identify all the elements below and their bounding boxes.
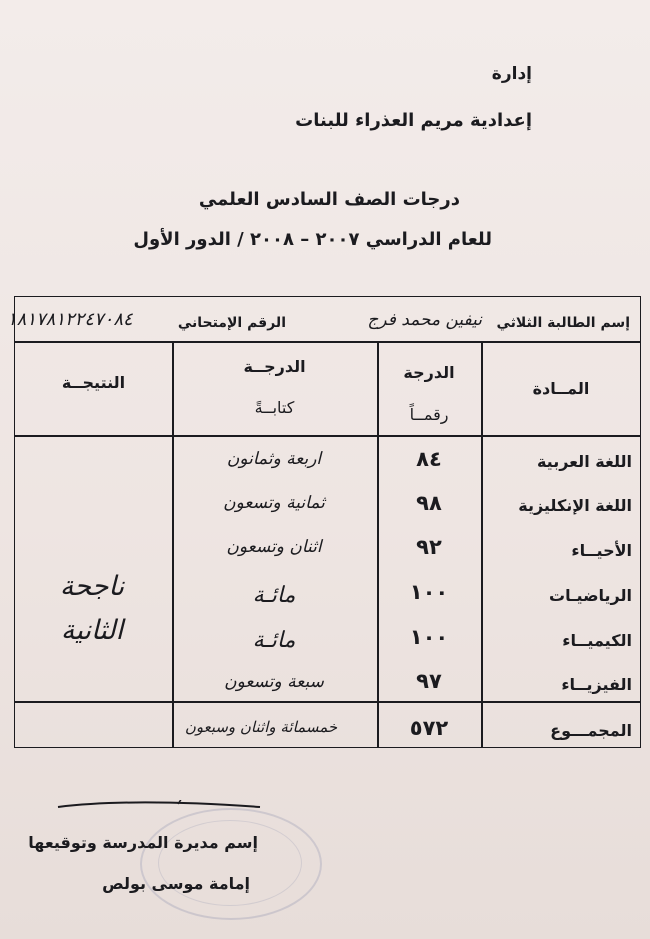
grade-number-cell: ١٠٠ <box>409 625 449 649</box>
grade-words-cell: اثنان وتسعون <box>226 537 322 557</box>
student-name-label: إسم الطالبة الثلاثي <box>496 315 630 331</box>
column-header-grade-number-sub: رقمــاً <box>409 405 449 424</box>
principal-label: إسم مديرة المدرسة وتوقيعها <box>28 833 258 852</box>
total-words: خمسمائة واثنان وسبعون <box>184 718 338 736</box>
column-header-grade-number: الدرجة <box>403 363 455 382</box>
subject-cell: الرياضيـات <box>548 586 632 605</box>
subject-cell: الأحيــاء <box>571 541 632 560</box>
result-status: ناجحة <box>59 571 125 602</box>
result-round: الثانية <box>60 615 124 646</box>
grade-number-cell: ٩٧ <box>416 669 442 693</box>
grade-words-cell: سبعة وتسعون <box>224 672 324 692</box>
grade-number-cell: ٩٨ <box>416 491 442 515</box>
principal-name: إمامة موسى بولص <box>102 874 250 893</box>
grade-words-cell: مائـة <box>252 583 296 608</box>
grade-number-cell: ٩٢ <box>416 535 442 559</box>
grade-number-cell: ١٠٠ <box>409 580 449 604</box>
column-header-grade-words-sub: كتابــةً <box>254 398 295 417</box>
student-name-value: نيفين محمد فرج <box>367 310 482 330</box>
grade-number-cell: ٨٤ <box>416 447 442 471</box>
column-header-result: النتيجــة <box>61 373 126 392</box>
exam-number-label: الرقم الإمتحاني <box>177 315 286 331</box>
table-rule <box>15 435 640 437</box>
table-rule <box>15 701 640 703</box>
subject-cell: الفيزيــاء <box>561 675 632 694</box>
grade-words-cell: مائـة <box>252 628 296 653</box>
subject-cell: الكيميــاء <box>562 631 632 650</box>
school-name: إعدادية مريم العذراء للبنات <box>295 110 532 131</box>
grade-words-cell: اربعة وثمانون <box>226 449 322 469</box>
subject-cell: اللغة العربية <box>536 452 632 471</box>
subject-cell: اللغة الإنكليزية <box>518 496 632 515</box>
exam-number-value: ١٨١٧٨١٢٢٤٧٠٨٤ <box>7 309 133 330</box>
total-label: المجمـــوع <box>550 721 632 740</box>
grade-words-cell: ثمانية وتسعون <box>223 493 325 513</box>
column-header-grade-words: الدرجــة <box>243 357 306 376</box>
table-rule <box>481 341 483 747</box>
total-number: ٥٧٢ <box>409 716 449 740</box>
signature-mark <box>56 800 262 812</box>
document-title: درجات الصف السادس العلمي <box>198 189 460 210</box>
table-rule <box>15 341 640 343</box>
grades-table <box>7 296 641 748</box>
admin-label: إدارة <box>491 64 532 84</box>
column-header-subject: المــادة <box>532 379 590 398</box>
document-subtitle: للعام الدراسي ٢٠٠٧ – ٢٠٠٨ / الدور الأول <box>133 229 492 250</box>
